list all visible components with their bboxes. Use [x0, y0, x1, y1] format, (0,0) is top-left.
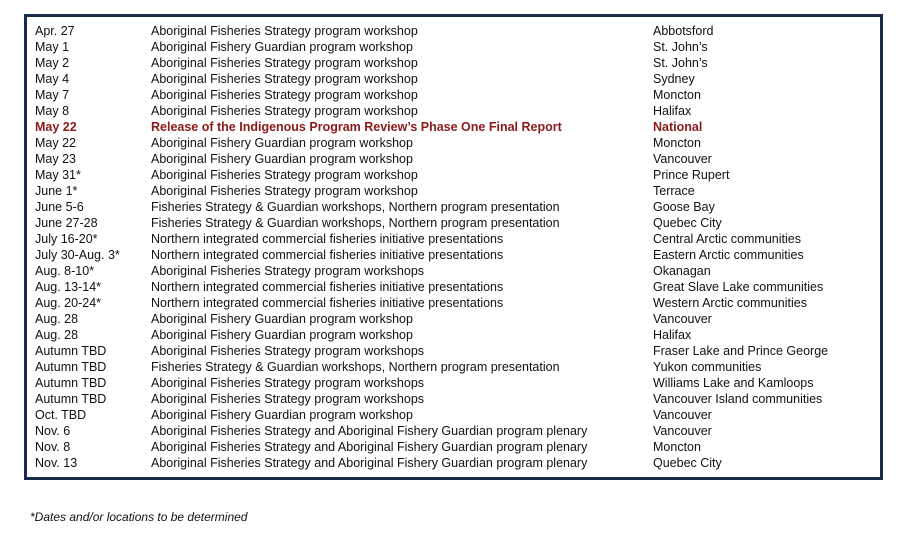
schedule-event: Northern integrated commercial fisheries initiative presentations — [151, 248, 504, 262]
schedule-location: Fraser Lake and Prince George — [653, 344, 829, 358]
schedule-row — [35, 39, 873, 55]
schedule-date: May 2 — [35, 56, 70, 70]
schedule-box — [24, 14, 883, 480]
schedule-location: Central Arctic communities — [653, 232, 801, 246]
schedule-row — [35, 231, 873, 247]
schedule-event: Aboriginal Fisheries Strategy and Aboriginal Fishery Guardian program plenary — [151, 424, 588, 438]
schedule-event: Aboriginal Fisheries Strategy program workshop — [151, 88, 418, 102]
schedule-event: Aboriginal Fisheries Strategy program workshop — [151, 24, 418, 38]
schedule-event: Fisheries Strategy & Guardian workshops, Northern program presentation — [151, 216, 560, 230]
schedule-location: Williams Lake and Kamloops — [653, 376, 814, 390]
schedule-location: St. John’s — [653, 56, 708, 70]
schedule-date: May 7 — [35, 88, 70, 102]
schedule-event: Northern integrated commercial fisheries initiative presentations — [151, 280, 504, 294]
schedule-row — [35, 295, 873, 311]
schedule-event: Aboriginal Fisheries Strategy program workshop — [151, 168, 418, 182]
schedule-table — [35, 23, 873, 471]
schedule-event: Aboriginal Fisheries Strategy program workshops — [151, 264, 425, 278]
schedule-date: June 1* — [35, 184, 78, 198]
schedule-event: Aboriginal Fisheries Strategy program workshop — [151, 184, 418, 198]
schedule-location: Quebec City — [653, 216, 722, 230]
schedule-row — [35, 119, 873, 135]
schedule-date: Autumn TBD — [35, 360, 107, 374]
schedule-date: Nov. 8 — [35, 440, 71, 454]
schedule-row — [35, 279, 873, 295]
schedule-date: May 4 — [35, 72, 70, 86]
schedule-event: Aboriginal Fisheries Strategy program workshops — [151, 392, 425, 406]
schedule-location: Western Arctic communities — [653, 296, 807, 310]
schedule-date: Aug. 28 — [35, 312, 79, 326]
schedule-event: Aboriginal Fishery Guardian program workshop — [151, 40, 413, 54]
schedule-row — [35, 407, 873, 423]
schedule-location: Moncton — [653, 440, 701, 454]
schedule-event: Aboriginal Fishery Guardian program workshop — [151, 328, 413, 342]
schedule-row — [35, 215, 873, 231]
schedule-row — [35, 375, 873, 391]
schedule-date: June 27-28 — [35, 216, 98, 230]
schedule-row — [35, 311, 873, 327]
schedule-row — [35, 103, 873, 119]
schedule-row — [35, 263, 873, 279]
schedule-date: Apr. 27 — [35, 24, 75, 38]
schedule-row — [35, 359, 873, 375]
schedule-date: Autumn TBD — [35, 392, 107, 406]
schedule-location: National — [653, 120, 703, 134]
schedule-date: Autumn TBD — [35, 344, 107, 358]
schedule-date: Oct. TBD — [35, 408, 87, 422]
schedule-row — [35, 167, 873, 183]
schedule-row — [35, 247, 873, 263]
schedule-event: Aboriginal Fisheries Strategy and Aboriginal Fishery Guardian program plenary — [151, 456, 588, 470]
schedule-date: May 31* — [35, 168, 81, 182]
schedule-date: May 23 — [35, 152, 76, 166]
schedule-row — [35, 455, 873, 471]
schedule-location: Vancouver — [653, 424, 712, 438]
schedule-row — [35, 327, 873, 343]
schedule-event: Aboriginal Fishery Guardian program workshop — [151, 312, 413, 326]
schedule-location: Vancouver — [653, 408, 712, 422]
schedule-row — [35, 71, 873, 87]
schedule-date: Autumn TBD — [35, 376, 107, 390]
schedule-location: Sydney — [653, 72, 695, 86]
schedule-event: Aboriginal Fisheries Strategy and Aboriginal Fishery Guardian program plenary — [151, 440, 588, 454]
schedule-location: Yukon communities — [653, 360, 762, 374]
schedule-date: Nov. 6 — [35, 424, 71, 438]
schedule-location: Prince Rupert — [653, 168, 730, 182]
schedule-date: Aug. 8-10* — [35, 264, 95, 278]
schedule-event: Fisheries Strategy & Guardian workshops, Northern program presentation — [151, 200, 560, 214]
schedule-location: Okanagan — [653, 264, 711, 278]
schedule-event: Release of the Indigenous Program Review’s Phase One Final Report — [151, 120, 562, 134]
schedule-row — [35, 439, 873, 455]
schedule-row — [35, 55, 873, 71]
schedule-row — [35, 391, 873, 407]
schedule-location: Vancouver — [653, 312, 712, 326]
schedule-date: Aug. 13-14* — [35, 280, 102, 294]
schedule-event: Aboriginal Fisheries Strategy program workshops — [151, 376, 425, 390]
schedule-location: Moncton — [653, 136, 701, 150]
schedule-location: Eastern Arctic communities — [653, 248, 804, 262]
schedule-date: May 1 — [35, 40, 70, 54]
schedule-event: Fisheries Strategy & Guardian workshops, Northern program presentation — [151, 360, 560, 374]
schedule-date: July 16-20* — [35, 232, 98, 246]
schedule-event: Aboriginal Fishery Guardian program workshop — [151, 408, 413, 422]
schedule-location: Goose Bay — [653, 200, 715, 214]
schedule-location: Halifax — [653, 104, 692, 118]
schedule-location: Halifax — [653, 328, 692, 342]
schedule-event: Northern integrated commercial fisheries initiative presentations — [151, 296, 504, 310]
schedule-location: Moncton — [653, 88, 701, 102]
schedule-row — [35, 423, 873, 439]
schedule-location: St. John’s — [653, 40, 708, 54]
schedule-body — [35, 23, 873, 471]
schedule-row — [35, 183, 873, 199]
schedule-date: May 8 — [35, 104, 70, 118]
schedule-row — [35, 87, 873, 103]
schedule-event: Aboriginal Fisheries Strategy program workshop — [151, 104, 418, 118]
schedule-row — [35, 151, 873, 167]
schedule-event: Northern integrated commercial fisheries initiative presentations — [151, 232, 504, 246]
schedule-row — [35, 199, 873, 215]
schedule-row — [35, 343, 873, 359]
schedule-row — [35, 135, 873, 151]
schedule-event: Aboriginal Fisheries Strategy program workshop — [151, 72, 418, 86]
schedule-location: Abbotsford — [653, 24, 714, 38]
schedule-date: Aug. 20-24* — [35, 296, 102, 310]
schedule-event: Aboriginal Fishery Guardian program workshop — [151, 152, 413, 166]
schedule-event: Aboriginal Fisheries Strategy program workshop — [151, 56, 418, 70]
schedule-date: May 22 — [35, 120, 77, 134]
schedule-date: May 22 — [35, 136, 76, 150]
schedule-date: June 5-6 — [35, 200, 84, 214]
schedule-event: Aboriginal Fishery Guardian program workshop — [151, 136, 413, 150]
schedule-location: Terrace — [653, 184, 695, 198]
schedule-location: Vancouver — [653, 152, 712, 166]
footnote: *Dates and/or locations to be determined — [30, 510, 248, 524]
schedule-row — [35, 23, 873, 39]
schedule-date: Aug. 28 — [35, 328, 79, 342]
schedule-location: Quebec City — [653, 456, 722, 470]
schedule-location: Great Slave Lake communities — [653, 280, 824, 294]
schedule-date: Nov. 13 — [35, 456, 78, 470]
schedule-location: Vancouver Island communities — [653, 392, 823, 406]
schedule-event: Aboriginal Fisheries Strategy program workshops — [151, 344, 425, 358]
schedule-date: July 30-Aug. 3* — [35, 248, 120, 262]
